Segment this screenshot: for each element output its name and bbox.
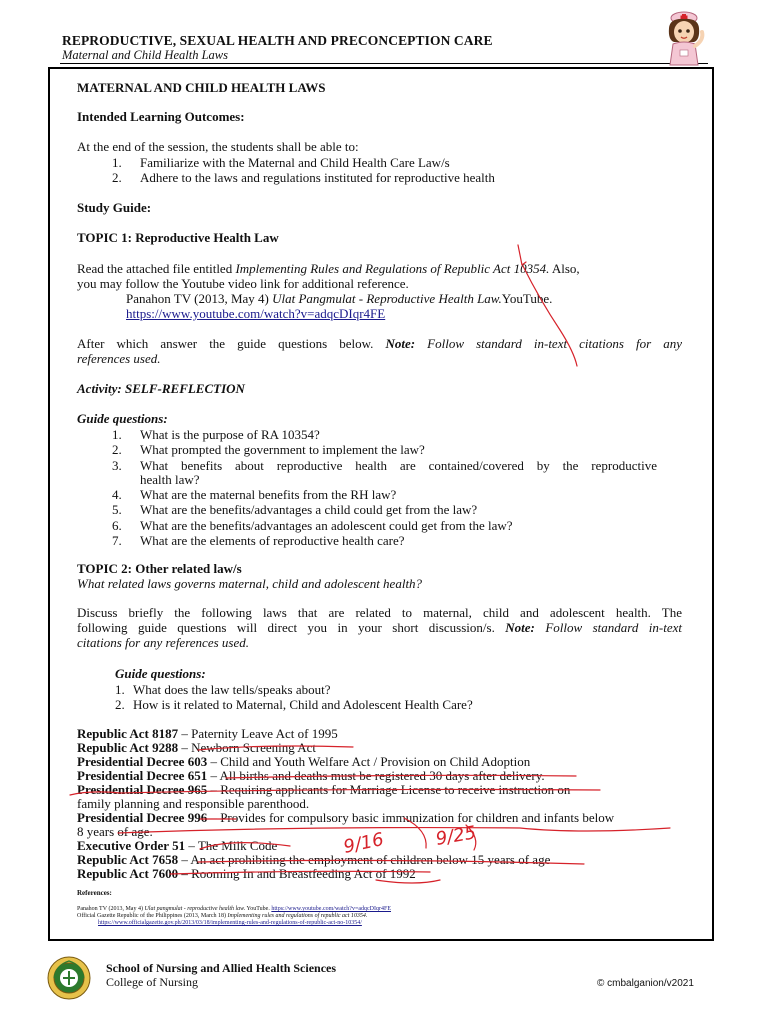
after-line2: references used. (77, 351, 161, 366)
law-desc: Paternity Leave Act of 1995 (191, 726, 338, 741)
law-desc: Provides for compulsory basic immunization for children and infants below (220, 810, 615, 825)
citation-line (126, 291, 552, 306)
study-guide-heading: Study Guide: (77, 200, 152, 215)
topic1-read-line (77, 261, 580, 276)
law-code: Executive Order 51 (77, 838, 186, 853)
law-desc: Newborn Screening Act (191, 740, 317, 755)
footer-college: College of Nursing (106, 975, 198, 989)
law-item (77, 810, 614, 825)
topic2-question: How is it related to Maternal, Child and Adolescent Health Care? (133, 697, 473, 712)
header-divider (60, 63, 708, 64)
law-dash: – (207, 782, 221, 797)
law-item (77, 838, 277, 853)
doc-heading: MATERNAL AND CHILD HEALTH LAWS (77, 80, 326, 95)
topic2-subtitle: What related laws governs maternal, child and adolescent health? (77, 576, 423, 591)
citation-pre: Panahon TV (2013, May 4) (126, 291, 273, 306)
after-note: Follow standard in-text citations for any (415, 336, 682, 351)
footer-copyright: © cmbalganion/v2021 (597, 978, 694, 989)
law-desc: Requiring applicants for Marriage License to receive instruction on (220, 782, 571, 797)
law-desc: Child and Youth Welfare Act / Provision on Child Adoption (220, 754, 531, 769)
list-number: 2. (112, 442, 122, 457)
guide-question: What benefits about reproductive health are contained/covered by the reproductive (140, 458, 657, 473)
list-number: 2. (115, 697, 125, 712)
law-code: Republic Act 8187 (77, 726, 179, 741)
list-number: 6. (112, 518, 122, 533)
guide-questions-label: Guide questions: (77, 411, 168, 426)
references-label: References: (77, 889, 112, 897)
after-line1 (77, 336, 682, 351)
ref2-title: Implementing rules and regulations of republic act 10354. (227, 913, 368, 919)
law-dash: – (178, 866, 192, 881)
guide-question-cont: health law? (140, 472, 200, 487)
law-item (77, 866, 416, 881)
law-code: Presidential Decree 603 (77, 754, 208, 769)
law-item (77, 740, 316, 755)
law-code: Presidential Decree 651 (77, 768, 208, 783)
ref1-link[interactable]: https://www.youtube.com/watch?v=adqcDIqr4FE (271, 906, 391, 912)
nurse-mascot-icon (660, 10, 708, 66)
law-item (77, 852, 550, 867)
list-number: 4. (112, 487, 122, 502)
law-code: Presidential Decree 996 (77, 810, 208, 825)
law-dash: – (207, 768, 220, 783)
law-code: Presidential Decree 965 (77, 782, 208, 797)
discuss-pre: following guide questions will direct you in your short discussion/s. (77, 620, 506, 635)
ref1-pre: Panahon TV (2013, May 4) (77, 906, 145, 912)
ref1-title: Ulat pangmulat - reproductive health law. (144, 906, 246, 912)
read-title: Implementing Rules and Regulations of Republic Act 10354. (235, 261, 550, 276)
law-item (77, 768, 545, 783)
citation-post: YouTube. (501, 291, 553, 306)
header-title: REPRODUCTIVE, SEXUAL HEALTH AND PRECONCEPTION CARE (62, 33, 493, 48)
guide-question: What is the purpose of RA 10354? (140, 427, 320, 442)
law-desc: Rooming In and Breastfeeding Act of 1992 (191, 866, 416, 881)
pen-note: 9/16 (341, 828, 386, 858)
law-dash: – (185, 838, 198, 853)
guide-question: What are the maternal benefits from the RH law? (140, 487, 397, 502)
discuss-line2 (77, 620, 682, 635)
law-dash: – (207, 810, 221, 825)
law-dash: – (178, 740, 192, 755)
read-line2: you may follow the Youtube video link for additional reference. (77, 276, 409, 291)
topic1-title: TOPIC 1: Reproductive Health Law (77, 230, 279, 245)
law-code: Republic Act 9288 (77, 740, 179, 755)
discuss-line3: citations for any references used. (77, 635, 249, 650)
ilo-heading: Intended Learning Outcomes: (77, 109, 245, 124)
activity-heading: Activity: SELF-REFLECTION (77, 381, 245, 396)
ilo-item: Adhere to the laws and regulations instituted for reproductive health (140, 170, 495, 185)
law-desc: An act prohibiting the employment of children below 15 years of age (190, 852, 551, 867)
guide-question: What are the benefits/advantages an adolescent could get from the law? (140, 518, 513, 533)
list-number: 2. (112, 170, 122, 185)
law-dash: – (178, 852, 191, 867)
law-code: Republic Act 7658 (77, 852, 179, 867)
topic2-title: TOPIC 2: Other related law/s (77, 561, 242, 576)
list-number: 1. (115, 682, 125, 697)
guide-question: What are the elements of reproductive health care? (140, 533, 405, 548)
guide-question: What are the benefits/advantages a child could get from the law? (140, 502, 478, 517)
citation-title: Ulat Pangmulat - Reproductive Health Law. (272, 291, 502, 306)
note-label: Note: (385, 336, 416, 351)
after-pre: After which answer the guide questions below. (77, 336, 386, 351)
law-item (77, 754, 530, 769)
list-number: 1. (112, 427, 122, 442)
ref2-pre: Official Gazette Republic of the Philippines (2013, March 18) (77, 913, 228, 919)
pen-note: 9/25 (434, 822, 478, 850)
discuss-note-label: Note: (505, 620, 535, 635)
list-number: 1. (112, 155, 122, 170)
ref2-link[interactable]: https://www.officialgazette.gov.ph/2013/03/18/implementing-rules-and-regulations-of-republic-act-no-10354/ (98, 920, 362, 926)
law-item-cont: 8 years of age. (77, 824, 153, 839)
read-pre: Read the attached file entitled (77, 261, 236, 276)
read-post: Also, (549, 261, 580, 276)
law-desc: All births and deaths must be registered 30 days after delivery. (219, 768, 545, 783)
discuss-post: Follow standard in-text (534, 620, 682, 635)
topic2-question: What does the law tells/speaks about? (133, 682, 331, 697)
list-number: 7. (112, 533, 122, 548)
header-subtitle: Maternal and Child Health Laws (62, 48, 228, 62)
guide-question: What prompted the government to implement the law? (140, 442, 425, 457)
ref1-post: YouTube. (245, 906, 272, 912)
law-item (77, 782, 570, 797)
topic2-guide-label: Guide questions: (115, 666, 206, 681)
youtube-link[interactable]: https://www.youtube.com/watch?v=adqcDIqr4FE (126, 306, 386, 321)
law-dash: – (207, 754, 221, 769)
law-desc: The Milk Code (197, 838, 278, 853)
school-seal-icon (46, 955, 92, 1001)
law-item (77, 726, 338, 741)
footer-school: School of Nursing and Allied Health Sciences (106, 961, 337, 975)
ilo-item: Familiarize with the Maternal and Child Health Care Law/s (140, 155, 450, 170)
law-item-cont: family planning and responsible parenthood. (77, 796, 310, 811)
list-number: 3. (112, 458, 122, 473)
list-number: 5. (112, 502, 122, 517)
law-code: Republic Act 7600 (77, 866, 179, 881)
ilo-intro: At the end of the session, the students shall be able to: (77, 139, 359, 154)
discuss-line1: Discuss briefly the following laws that are related to maternal, child and adolescent health. The (77, 605, 682, 620)
law-dash: – (178, 726, 192, 741)
